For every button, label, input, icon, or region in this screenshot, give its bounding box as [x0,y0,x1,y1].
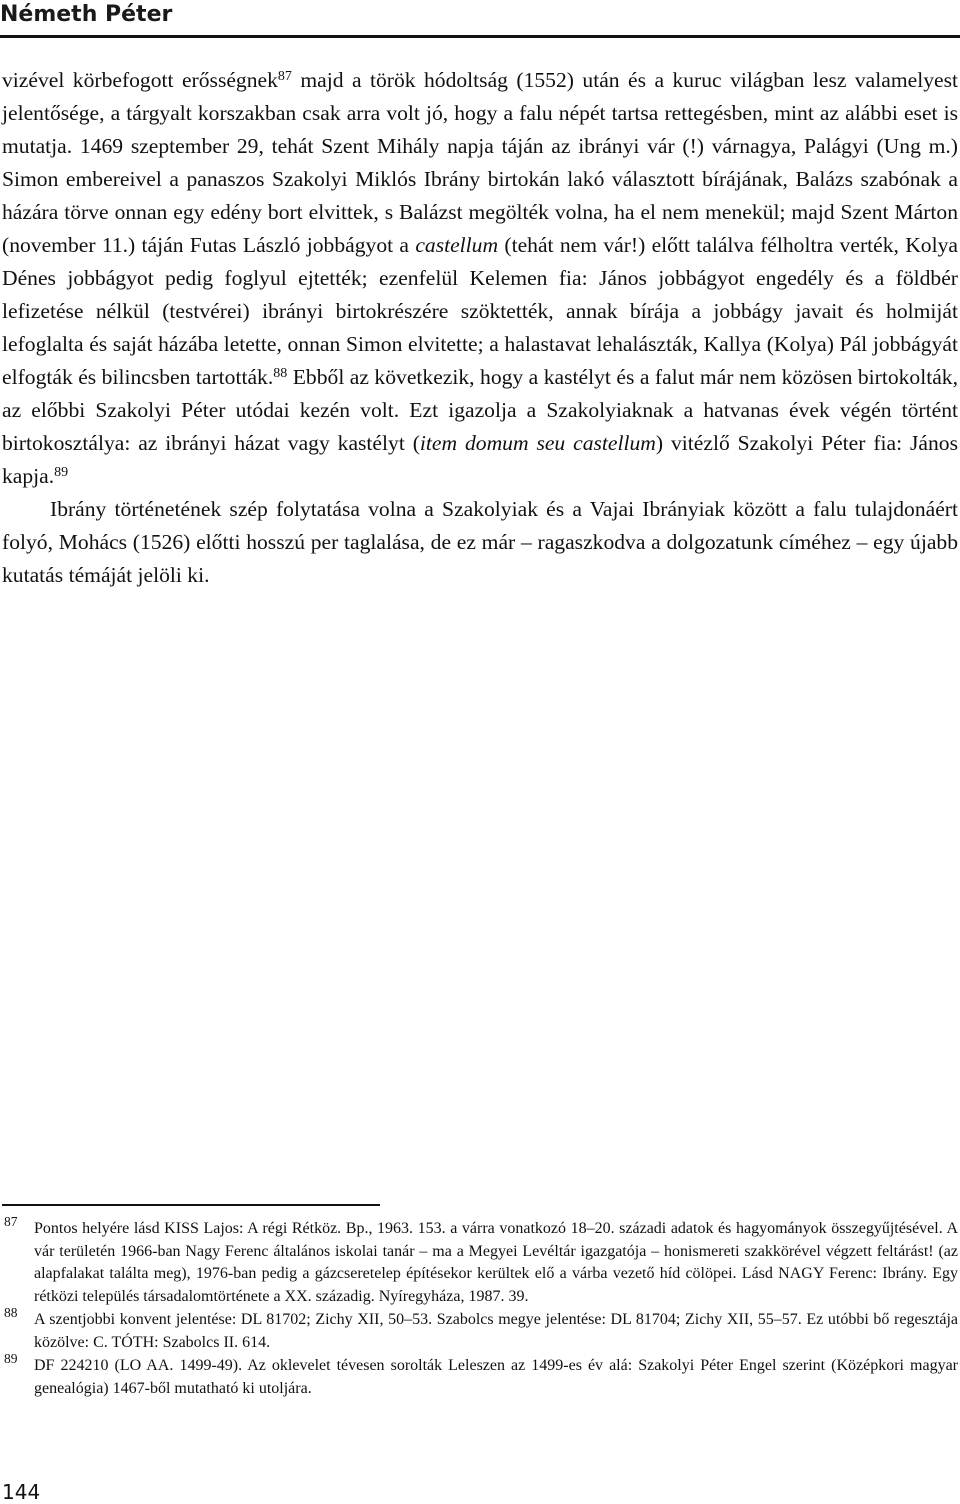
footnote-number: 87 [4,1214,18,1229]
italic-term: castellum [415,233,499,257]
footnotes [2,1214,958,1400]
text-run: (tehát nem vár!) előtt találva félholtra verték, Kolya Dénes jobbágyot pedig foglyul ejtették; ezenfelül Kelemen fia: János jobbágyot engedély és a földbér lefizetése nélkül (testvérei) ibrányi birtokrészére szöktették, annak bírája a jobbágy javait és holmiját lefoglalta és saját házába letette, onnan Simon elvitette; a halastavat lehalászták, Kallya (Kolya) Pál jobbágyát elfogták és bilincsben tartották. [2,233,958,389]
footnote-ref-88[interactable]: 88 [273,366,288,381]
running-head-author: Németh Péter [0,2,173,27]
header-rule [0,35,960,38]
text-run: Ebből az következik, hogy a kastélyt és a falut már nem közösen birtokolták, az előbbi Szakolyi Péter utódai kezén volt. Ezt igazolja a Szakolyiaknak a hatvanas évek végén történt birtokosztálya: az ibrányi házat vagy kastélyt ( [2,365,958,455]
page-number: 144 [2,1480,41,1504]
footnote-text: DF 224210 (LO AA. 1499-49). Az oklevelet tévesen sorolták Leleszen az 1499-es év alá: Szakolyi Péter Engel szerint (Középkori magyar genealógia) 1467-ből mutatható ki utoljára. [34,1357,958,1397]
footnote-text: A szentjobbi konvent jelentése: DL 81702; Zichy XII, 50–53. Szabolcs megye jelentése: DL 81704; Zichy XII, 55–57. Ez utóbbi bő regesztája közölve: C. TÓTH: Szabolcs II. 614. [34,1311,958,1351]
footnote-89 [2,1351,958,1400]
text-run: majd a török hódoltság (1552) után és a kuruc világban lesz valamelyest jelentősége, a tárgyalt korszakban csak arra volt jó, hogy a falu népét tartsa rettegésben, mint az alábbi eset is mutatja. 1469 szeptember 29, tehát Szent Mihály napja táján az ibrányi vár (!) várnagya, Palágyi (Ung m.) Simon embereivel a panaszos Szakolyi Miklós Ibrány birtokán lakó választott bírájának, Balázs szabónak a házára törve onnan egy edény bort elvittek, s Balázst megölték volna, ha el nem menekül; majd Szent Márton (november 11.) táján Futas László jobbágyot a [2,68,958,257]
footnote-text: Pontos helyére lásd KISS Lajos: A régi Rétköz. Bp., 1963. 153. a várra vonatkozó 18–20. századi adatok és hagyományok összegyűjtésével. A vár területén 1966-ban Nagy Ferenc általános iskolai tanár – ma a Megyei Levéltár igazgatója – honismereti szakkörével végzett feltárást! (az alapfalakat találta meg), 1976-ban pedig a gázcseretelep építésekor kerültek elő a várba vezető híd cölöpei. Lásd NAGY Ferenc: Ibrány. Egy rétközi település társadalomtörténete a XX. századig. Nyíregyháza, 1987. 39. [34,1220,958,1305]
paragraph-2: Ibrány történetének szép folytatása volna a Szakolyiak és a Vajai Ibrányiak között a falu tulajdonáért folyó, Mohács (1526) előtti hosszú per taglalása, de ez már – ragaszkodva a dolgozatunk címéhez – egy újabb kutatás témáját jelöli ki. [2,497,958,587]
text-run: vizével körbefogott erősségnek [2,68,278,92]
footnote-number: 88 [4,1305,18,1320]
footnote-ref-89[interactable]: 89 [54,465,69,480]
text-run: ) vitézlő Szakolyi Péter fia: János kapja. [2,431,959,488]
italic-term: item domum seu castellum [419,431,656,455]
footnote-87 [2,1214,958,1308]
footnote-ref-87[interactable]: 87 [277,69,292,84]
footnote-number: 89 [4,1351,18,1366]
footnote-88 [2,1305,958,1354]
footnote-separator [2,1204,380,1206]
page-header [0,0,960,40]
paragraph-1 [2,64,958,493]
main-text [2,64,958,592]
